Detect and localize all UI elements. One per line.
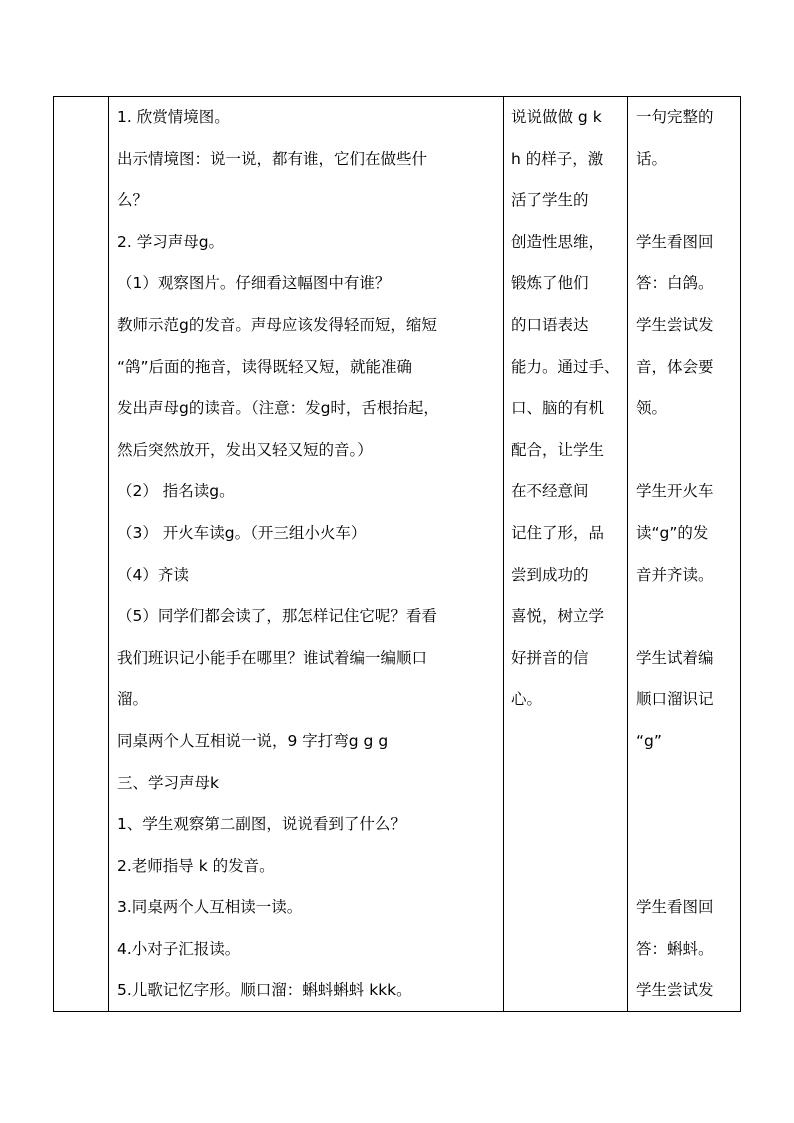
teaching-process-column (111, 97, 503, 1011)
design-intent-line: 活了学生的 (511, 191, 589, 210)
design-intent-line: 在不经意间 (511, 482, 589, 501)
student-activity-line (636, 596, 740, 638)
design-intent-line: 记住了形，品 (511, 523, 605, 542)
teaching-process-line: （1）观察图片。仔细看这幅图中有谁？ (117, 274, 391, 293)
student-activity-line (636, 430, 740, 472)
design-intent-line: 的口语表达 (511, 315, 589, 334)
design-intent-line: 说说做做 g k (511, 108, 602, 126)
design-intent-line: 心。 (511, 690, 543, 709)
teaching-process-line: “鸽”后面的拖音，读得既轻又短，就能准确 (117, 357, 413, 376)
teaching-process-line: 2.老师指导 k 的发音。 (117, 856, 275, 875)
student-activity-line: 学生尝试发 (636, 981, 714, 1000)
design-intent-line: 喜悦，树立学 (511, 607, 605, 626)
student-activity-line: 话。 (636, 149, 668, 168)
student-activity-line: “g” (636, 731, 662, 750)
student-activity-line: 学生尝试发 (636, 315, 714, 334)
student-activity-line: 读“g”的发 (636, 523, 709, 542)
design-intent-line: 创造性思维， (511, 232, 605, 251)
teaching-process-line: 4.小对子汇报读。 (117, 939, 241, 958)
teaching-process-line: 出示情境图：说一说，都有谁，它们在做些什 (117, 149, 428, 168)
student-activity-line (636, 804, 740, 846)
student-activity-line: 音并齐读。 (636, 565, 714, 584)
design-intent-line: h 的样子，激 (511, 149, 604, 168)
student-activity-line: 答：白鸽。 (636, 274, 714, 293)
student-activity-line: 学生看图回 (636, 232, 714, 251)
student-activity-line: 一句完整的 (636, 108, 714, 126)
student-activity-line (636, 763, 740, 805)
teaching-process-line: 溜。 (117, 690, 149, 709)
teaching-process-line: 1. 欣赏情境图。 (117, 108, 230, 126)
teaching-process-line: （5）同学们都会读了，那怎样记住它呢？看看 (117, 607, 437, 626)
student-activity-line: 音，体会要 (636, 357, 714, 376)
teaching-process-line: 么？ (117, 191, 149, 210)
design-intent-line: 锻炼了他们 (511, 274, 589, 293)
teaching-process-line: 3.同桌两个人互相读一读。 (117, 898, 303, 917)
student-activity-column (632, 97, 740, 1011)
teaching-process-line: 同桌两个人互相说一说，9 字打弯g g g (117, 731, 389, 750)
student-activity-line: 领。 (636, 399, 668, 418)
design-intent-line: 尝到成功的 (511, 565, 589, 584)
design-intent-line: 口、脑的有机 (511, 399, 605, 418)
design-intent-column (508, 97, 628, 1011)
lesson-plan-table (53, 96, 741, 1012)
column-divider (503, 97, 504, 1011)
teaching-process-line: 2. 学习声母g。 (117, 232, 225, 251)
teaching-process-line: 三、学习声母k (117, 773, 219, 792)
design-intent-line: 能力。通过手、 (511, 357, 620, 376)
teaching-process-line: （3） 开火车读g。（开三组小火车） (117, 523, 367, 542)
teaching-process-line: 1、学生观察第二副图，说说看到了什么？ (117, 815, 406, 834)
teaching-process-line: 然后突然放开，发出又轻又短的音。） (117, 440, 373, 459)
student-activity-line (636, 846, 740, 888)
student-activity-line: 学生开火车 (636, 482, 714, 501)
student-activity-line: 答：蝌蚪。 (636, 939, 714, 958)
column-divider (108, 97, 109, 1011)
teaching-process-line: 我们班识记小能手在哪里？谁试着编一编顺口 (117, 648, 428, 667)
student-activity-line: 学生试着编 (636, 648, 714, 667)
design-intent-line: 配合，让学生 (511, 440, 605, 459)
teaching-process-line: 发出声母g的读音。（注意：发g时，舌根抬起， (117, 399, 439, 418)
student-activity-line: 顺口溜识记 (636, 690, 714, 709)
design-intent-line: 好拼音的信 (511, 648, 589, 667)
teaching-process-line: 5.儿歌记忆字形。顺口溜：蝌蚪蝌蚪 kkk。 (117, 981, 412, 1000)
teaching-process-line: （2） 指名读g。 (117, 482, 235, 501)
teaching-process-line: 教师示范g的发音。声母应该发得轻而短，缩短 (117, 315, 437, 334)
student-activity-line: 学生看图回 (636, 898, 714, 917)
student-activity-line (636, 180, 740, 222)
teaching-process-line: （4）齐读 (117, 565, 189, 584)
